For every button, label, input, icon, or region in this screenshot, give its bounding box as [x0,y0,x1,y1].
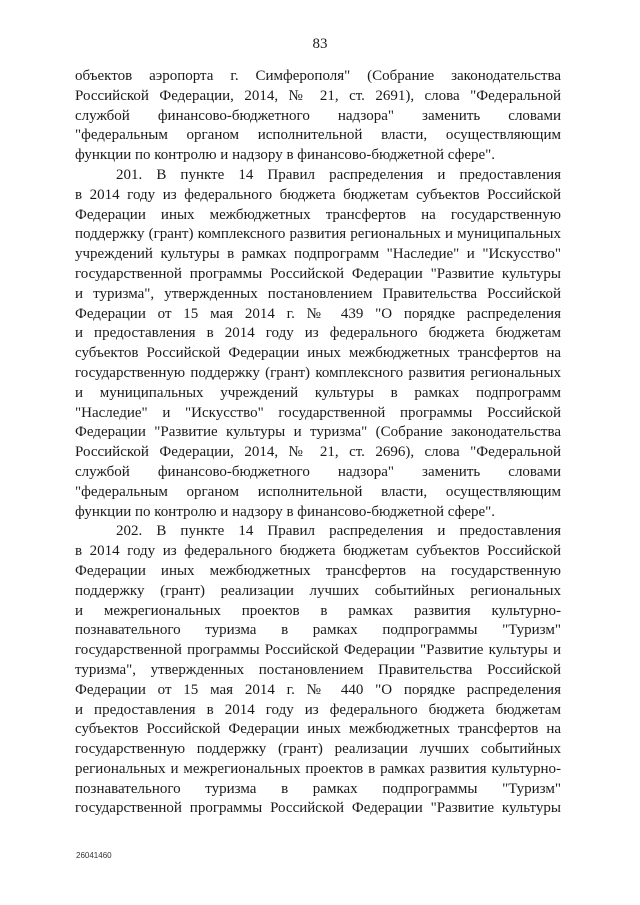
text-line: субъектов Российской Федерации иных межбюджетных трансфертов на [75,721,561,738]
text-line: Федерации от 15 мая 2014 г. № 440 "О порядке распределения [75,681,561,698]
text-line: службой финансово-бюджетного надзора" заменить словами [75,107,561,124]
paragraph-first-line: 201. В пункте 14 Правил распределения и предоставления [116,166,561,183]
text-line: учреждений культуры в рамках подпрограмм "Наследие" и "Искусство" [75,246,561,263]
text-line: государственную поддержку (грант) комплексного развития региональных [75,364,561,381]
text-line: Федерации иных межбюджетных трансфертов на государственную [75,562,561,579]
text-line: "федеральным органом исполнительной власти, осуществляющим [75,127,561,144]
document-body [75,67,561,819]
text-line: и туризма", утвержденных постановлением Правительства Российской [75,285,561,302]
text-line: познавательного туризма в рамках подпрограммы "Туризм" [75,622,561,639]
text-line: государственной программы Российской Федерации "Развитие культуры и [75,642,561,659]
text-line: познавательного туризма в рамках подпрограммы "Туризм" [75,780,561,797]
text-line: государственной программы Российской Федерации "Развитие культуры [75,800,561,817]
text-line: Федерации иных межбюджетных трансфертов на государственную [75,206,561,223]
text-line: поддержку (грант) комплексного развития региональных и муниципальных [75,226,561,243]
text-line: поддержку (грант) реализации лучших событийных региональных [75,582,561,599]
text-line: Российской Федерации, 2014, № 21, ст. 2696), слова "Федеральной [75,444,561,461]
text-line: в 2014 году из федерального бюджета бюджетам субъектов Российской [75,186,561,203]
text-line: в 2014 году из федерального бюджета бюджетам субъектов Российской [75,543,561,560]
page-number: 83 [312,36,328,52]
text-line: объектов аэропорта г. Симферополя" (Собрание законодательства [75,68,561,84]
text-line: государственной программы Российской Федерации "Развитие культуры [75,265,561,282]
text-line: функции по контролю и надзору в финансово-бюджетной сфере". [75,503,496,520]
text-line: и предоставления в 2014 году из федерального бюджета бюджетам [75,325,561,342]
text-line: Федерации от 15 мая 2014 г. № 439 "О порядке распределения [75,305,561,322]
text-line: туризма", утвержденных постановлением Правительства Российской [75,661,561,678]
paragraph-first-line: 202. В пункте 14 Правил распределения и предоставления [116,523,561,540]
text-line: государственную поддержку (грант) реализации лучших событийных [75,741,561,758]
text-line: Федерации "Развитие культуры и туризма" (Собрание законодательства [75,424,561,441]
text-line: службой финансово-бюджетного надзора" заменить словами [75,463,561,480]
text-line: Российской Федерации, 2014, № 21, ст. 2691), слова "Федеральной [75,87,561,104]
text-line: региональных и межрегиональных проектов в рамках развития культурно- [75,760,561,777]
document-id: 26041460 [76,851,112,860]
text-line: "федеральным органом исполнительной власти, осуществляющим [75,483,561,500]
text-line: и предоставления в 2014 году из федерального бюджета бюджетам [75,701,561,718]
text-line: функции по контролю и надзору в финансово-бюджетной сфере". [75,147,496,164]
text-line: "Наследие" и "Искусство" государственной программы Российской [75,404,561,421]
text-line: субъектов Российской Федерации иных межбюджетных трансфертов на [75,345,561,362]
text-line: и муниципальных учреждений культуры в рамках подпрограмм [75,384,561,401]
text-line: и межрегиональных проектов в рамках развития культурно- [75,602,561,619]
